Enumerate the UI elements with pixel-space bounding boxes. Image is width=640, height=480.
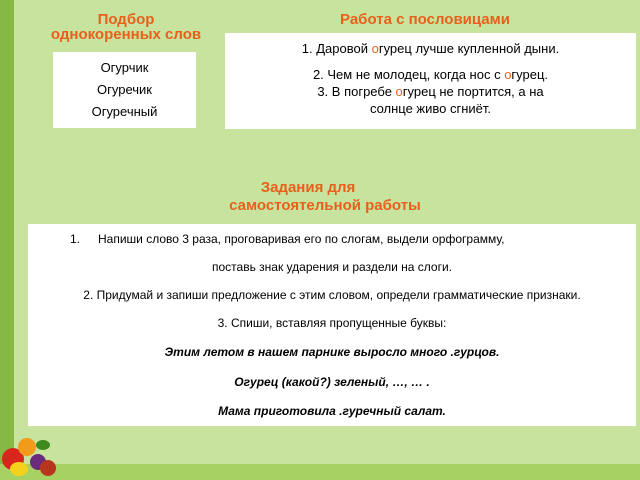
lemon-icon — [10, 462, 28, 476]
sentence-3: Мама приготовила .гуречный салат. — [218, 404, 446, 418]
bottom-bar — [0, 464, 640, 480]
tasks-heading-line1: Задания для — [260, 179, 356, 196]
proverb-2: 2. Чем не молодец, когда нос с огурец. — [312, 67, 549, 82]
word-item: Огуречный — [91, 104, 158, 119]
task-2: 2. Придумай и запиши предложение с этим словом, определи грамматические признаки. — [83, 288, 581, 302]
task-1-continued: поставь знак ударения и раздели на слоги. — [211, 260, 452, 274]
leaf-icon — [36, 440, 50, 450]
sentence-1: Этим летом в нашем парнике выросло много .гурцов. — [164, 345, 500, 359]
proverb-3-line2: солнце живо сгниёт. — [369, 101, 492, 116]
word-item: Огуречик — [97, 82, 152, 97]
sentence-2: Огурец (какой?) зеленый, …, … . — [234, 375, 430, 389]
proverb-3: 3. В погребе огурец не портится, а на — [317, 84, 544, 99]
tasks-heading-line2: самостоятельной работы — [229, 197, 421, 214]
tasks-box — [28, 224, 636, 426]
orange-icon — [18, 438, 36, 456]
tasks-heading — [170, 180, 480, 213]
word-item: Огурчик — [100, 60, 149, 75]
roots-word-list — [53, 52, 196, 128]
roots-heading — [28, 12, 224, 42]
roots-heading-line1: Подбор — [97, 11, 155, 28]
task-3: 3. Спиши, вставляя пропущенные буквы: — [217, 316, 447, 330]
task-1-text: Напиши слово 3 раза, проговаривая его по слогам, выдели орфограмму, — [98, 232, 505, 246]
task-1-number: 1. — [70, 232, 81, 246]
proverb-1: 1. Даровой огурец лучше купленной дыни. — [301, 41, 560, 56]
proverbs-heading: Работа с пословицами — [340, 11, 510, 28]
roots-heading-line2: однокоренных слов — [50, 26, 202, 43]
proverbs-box — [225, 33, 636, 129]
fruit-basket-icon — [0, 430, 60, 480]
left-border-strip — [0, 0, 14, 480]
apple-icon — [40, 460, 56, 476]
